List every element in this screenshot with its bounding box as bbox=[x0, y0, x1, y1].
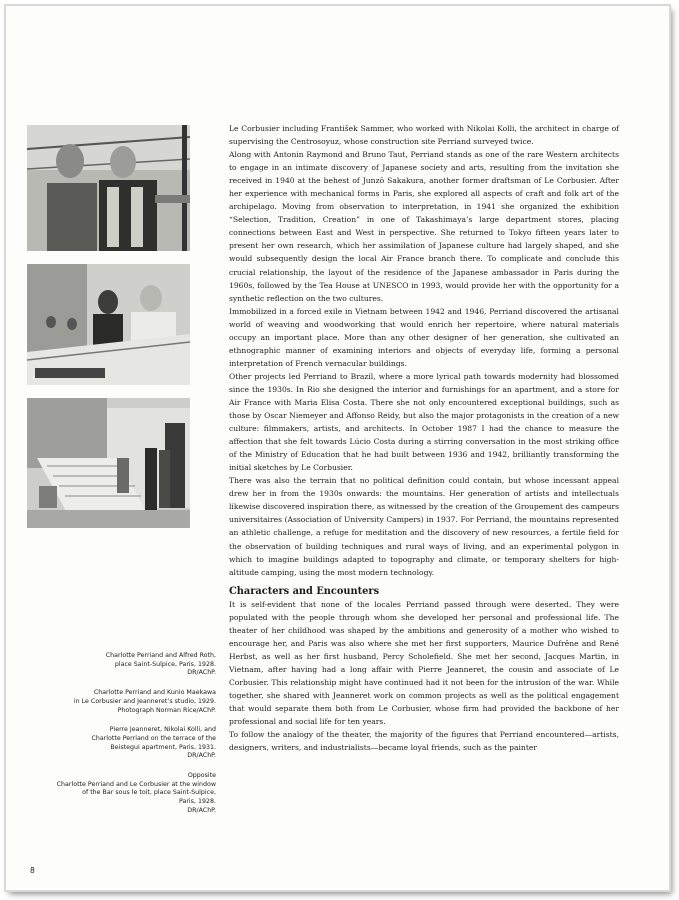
photo-perriand-roth bbox=[27, 125, 190, 251]
caption-line: of the Bar sous le toit, place Saint-Sulpice, bbox=[82, 789, 216, 797]
section-heading: Characters and Encounters bbox=[229, 585, 380, 597]
paragraph: It is self-evident that none of the locales Perriand passed through were deserted. They were populated with the people through whom she developed her personal and professional life. The theater of her childhood was shaped by the ambitions and generosity of a mother who wished to encourage her, and Paris was also where she met her first supporters, Maurice Dufrêne and René Herbst, as well as her first husband, Percy Scholefield. She met her second, Jacques Martin, in Vietnam, after having had a long affair with Pierre Jeanneret, the cousin and associate of Le Corbusier. This relationship might have continued had it not been for the intrusion of the war. While together, she shared with Jeanneret work on common projects as well as the political engagement that would separate them both from Le Corbusier, whose firm had provided the backbone of her professional and social life for ten years. bbox=[229, 599, 619, 727]
caption-line: in Le Corbusier and Jeanneret’s studio, 1929. bbox=[73, 697, 216, 705]
photo-perriand-maekawa bbox=[27, 264, 190, 385]
paragraph: Other projects led Perriand to Brazil, where a more lyrical path towards modernity had blossomed since the 1930s. In Rio she designed the interior and furnishings for an apartment, and a store for Air France with Maria Elisa Costa. There she not only encountered exceptional buildings, such as those by Oscar Niemeyer and Affonso Reidy, but also the major protagonists in the creation of a new culture: filmmakers, artists, and architects. In October 1987 I had the chance to measure the affection that she felt towards Lúcio Costa during a stirring conversation in the most striking office of the Ministry of Education that he had built between 1936 and 1942, brilliantly transforming the initial sketches by Le Corbusier. bbox=[229, 371, 619, 473]
caption-line: Photograph Norman Rice/AChP. bbox=[117, 706, 216, 714]
caption-line: Charlotte Perriand and Alfred Roth, bbox=[105, 652, 216, 659]
caption-line: DR/AChP. bbox=[187, 806, 216, 814]
caption-line: Paris, 1928. bbox=[178, 798, 216, 806]
caption-2 bbox=[20, 689, 216, 715]
caption-line: DR/AChP. bbox=[187, 752, 216, 760]
photo-terrace-beistegui-image bbox=[27, 398, 190, 528]
body-text bbox=[229, 122, 619, 754]
paragraph: Immobilized in a forced exile in Vietnam between 1942 and 1946, Perriand discovered the artisanal world of weaving and woodworking that would enrich her repertoire, where natural materials occupy an important place. More than any other designer of her generation, she cultivated an ethnographic manner of examining interiors and objects of everyday life, forming a personal interpretation of French vernacular buildings. bbox=[229, 306, 619, 368]
caption-line: Charlotte Perriand and Kunio Maekawa bbox=[93, 689, 216, 697]
caption-line: Beistegui apartment, Paris, 1931. bbox=[110, 743, 216, 751]
caption-line: Opposite bbox=[187, 772, 216, 780]
photo-perriand-maekawa-image bbox=[27, 264, 190, 385]
photo-perriand-roth-image bbox=[27, 125, 190, 251]
paragraph: Along with Antonin Raymond and Bruno Taut, Perriand stands as one of the rare Western architects to engage in an intimate discovery of Japanese society and arts, resulting from the invitation she received in 1940 at the behest of Junzō Sakakura, another former draftsman of Le Corbusier. After her experience with mechanical forms in Paris, she explored all aspects of craft and folk art of the archipelago. Moving from observation to interpretation, in 1941 she organized the exhibition “Selection, Tradition, Creation” in one of Takashimaya’s large department stores, placing connections between East and West in perspective. She returned to Tokyo fifteen years later to present her own research, which her assimilation of Japanese culture had largely shaped, and she would subsequently design the local Air France branch there. To complicate and conclude this crucial relationship, the layout of the residence of the Japanese ambassador in Paris during the 1960s, followed by the Tea House at UNESCO in 1993, would provide her with the opportunity for a synthetic reflection on the two cultures. bbox=[229, 150, 619, 303]
photo-captions bbox=[20, 652, 216, 827]
caption-3 bbox=[20, 726, 216, 761]
paragraph: Le Corbusier including František Sammer, who worked with Nikolai Kolli, the architect in charge of supervising the Centrosoyuz, whose construction site Perriand surveyed twice. bbox=[229, 124, 619, 147]
page-number: 8 bbox=[30, 866, 35, 875]
caption-line: Charlotte Perriand and Le Corbusier at the window bbox=[56, 780, 216, 788]
caption-1 bbox=[20, 652, 216, 678]
paragraph: To follow the analogy of the theater, the majority of the figures that Perriand encountered—artists, designers, writers, and industrialists—became loyal friends, such as the painter bbox=[229, 730, 619, 753]
caption-line: Pierre Jeanneret, Nikolai Kolli, and bbox=[109, 726, 216, 734]
paragraph: There was also the terrain that no political definition could contain, but whose incessant appeal drew her in from the 1930s onwards: the mountains. Her generation of artists and intellectuals likewise discovered inspiration there, as witnessed by the creation of the Groupement des campeurs universitaires (Association of University Campers) in 1937. For Perriand, the mountains represented an athletic challenge, a refuge for meditation and the discovery of new resources, a fertile field for the observation of building techniques and rural ways of living, and an experimental polygon in which to imagine buildings adapted to topography and climate, or temporary shelters for high-altitude camping, using the most modern technology. bbox=[229, 476, 619, 577]
caption-4 bbox=[20, 772, 216, 816]
caption-line: DR/AChP. bbox=[187, 669, 216, 677]
photo-terrace-beistegui bbox=[27, 398, 190, 528]
caption-line: Charlotte Perriand on the terrace of the bbox=[91, 734, 216, 742]
page bbox=[6, 6, 669, 890]
caption-line: place Saint-Sulpice, Paris, 1928. bbox=[114, 660, 216, 668]
